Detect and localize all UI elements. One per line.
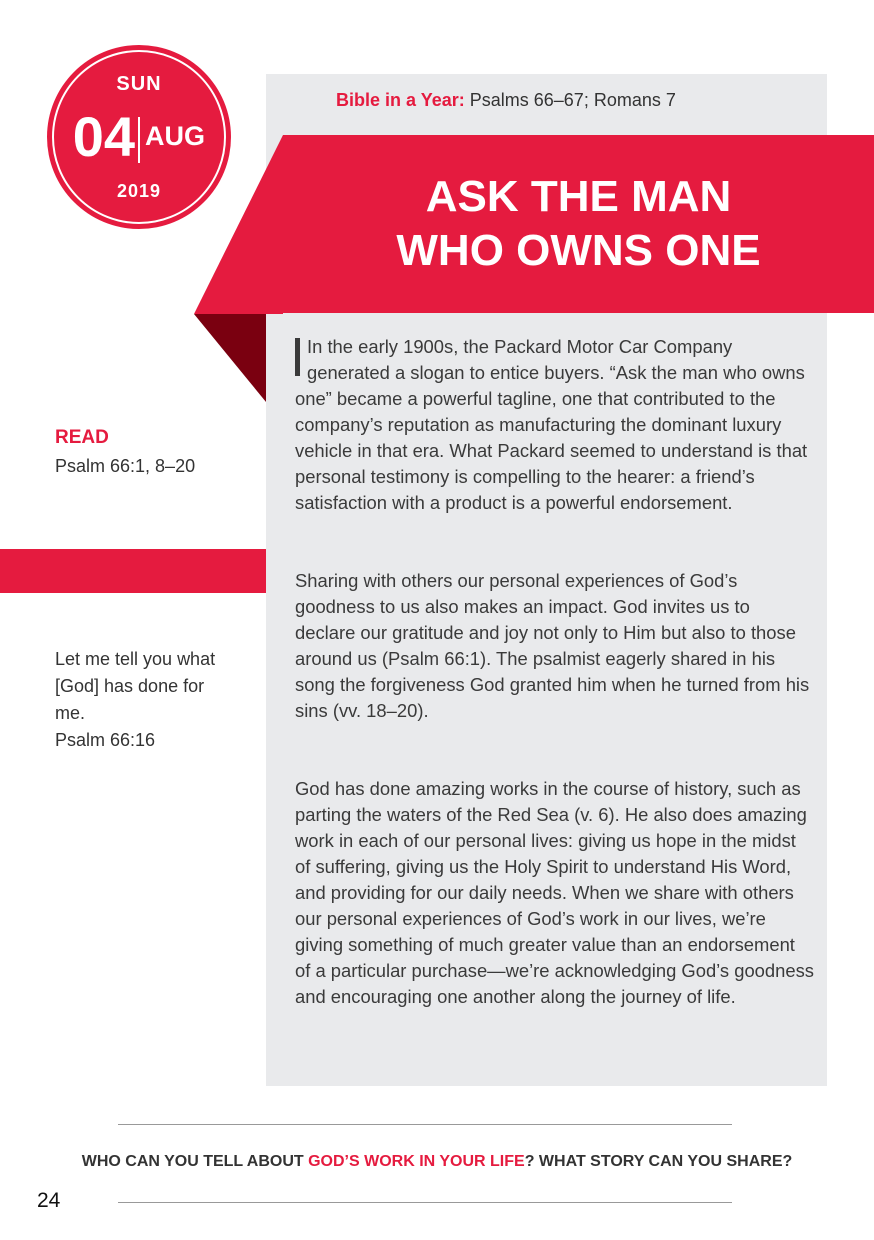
body-paragraph-3: God has done amazing works in the course of history, such as parting the waters of the Red Sea (v. 6). He also does amazing work in each of our personal lives: giving us hope in the midst of suffering, giving us the Holy Spirit to understand His Word, and providing for our daily needs. When we share with others our personal experiences of God’s work in our lives, we’re giving something of much greater value than an endorsement of a particular purchase—we’re acknowledging God’s goodness and encouraging one another along the journey of life.	[295, 778, 814, 1007]
date-day: SUN	[116, 73, 162, 95]
date-divider	[138, 117, 140, 163]
ribbon-fold	[194, 314, 266, 402]
key-verse	[55, 646, 235, 754]
prompt-text-after: ? WHAT STORY CAN YOU SHARE?	[524, 1153, 793, 1170]
date-year: 2019	[116, 181, 162, 201]
body-paragraph-1-text: In the early 1900s, the Packard Motor Car Company generated a slogan to entice buyers. “Ask the man who owns one” became a powerful tagline, one that contributed to the company’s reputation as manufacturing the dominant luxury vehicle in that era. What Packard seemed to understand is that personal testimony is compelling to the hearer: a friend’s satisfaction with a product is a powerful endorsement.	[295, 336, 808, 513]
read-reference: Psalm 66:1, 8–20	[55, 456, 196, 476]
reflection-prompt	[0, 1153, 874, 1171]
accent-bar	[0, 549, 266, 593]
body-paragraph-2: Sharing with others our personal experiences of God’s goodness to us also makes an impact. God invites us to declare our gratitude and joy not only to Him but also to those around us (Psalm 66:1). The psalmist eagerly shared in his song the forgiveness God granted him when he turned from his sins (vv. 18–20).	[295, 570, 810, 721]
read-label: READ	[55, 427, 109, 448]
prompt-text-before: WHO CAN YOU TELL ABOUT	[81, 1153, 309, 1170]
drop-cap	[295, 338, 300, 376]
devotional-body	[295, 334, 815, 1062]
title-line-1: ASK THE MAN	[425, 172, 732, 221]
divider-bottom	[118, 1202, 732, 1203]
bible-in-a-year-label: Bible in a Year:	[336, 90, 465, 110]
date-badge	[47, 45, 231, 229]
date-month: AUG	[145, 121, 205, 151]
page-number: 24	[37, 1189, 61, 1212]
key-verse-reference: Psalm 66:16	[55, 730, 156, 750]
bible-in-a-year	[336, 90, 676, 111]
body-paragraph-1	[295, 334, 815, 516]
date-number: 04	[72, 105, 135, 168]
divider-top	[118, 1124, 732, 1125]
title-line-2: WHO OWNS ONE	[396, 226, 761, 275]
key-verse-text: Let me tell you what [God] has done for me.	[55, 649, 216, 723]
bible-in-a-year-reading: Psalms 66–67; Romans 7	[469, 90, 676, 110]
page-title	[283, 135, 874, 313]
prompt-highlight: GOD’S WORK IN YOUR LIFE	[308, 1153, 525, 1170]
